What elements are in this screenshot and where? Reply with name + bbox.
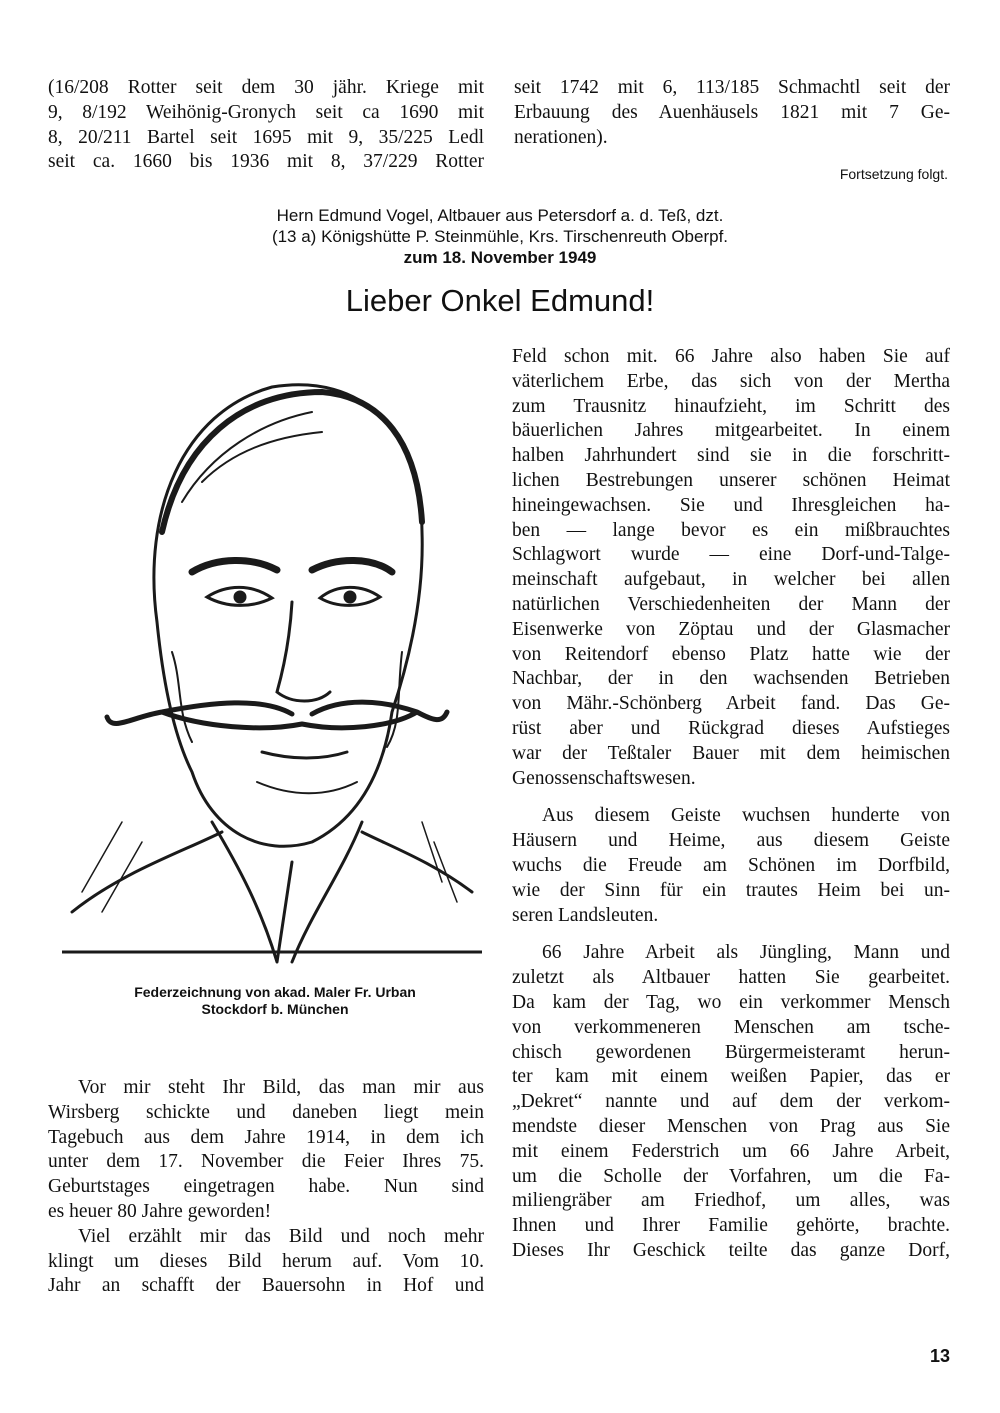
text-line: miliengräber am Friedhof, um alles, was (512, 1190, 950, 1212)
text-line: rüst aber und Rückgrad dieses Aufstieges (512, 717, 950, 739)
paragraph (48, 1225, 484, 1299)
text-line: 8, 20/211 Bartel seit 1695 mit 9, 35/225 Ledl (48, 126, 484, 148)
text-line: es heuer 80 Jahre geworden! (48, 1200, 272, 1222)
text-line: Ihnen und Ihrer Familie gehörte, brachte. (512, 1215, 950, 1237)
portrait-hair (162, 392, 422, 532)
paragraph (512, 941, 950, 1263)
portrait-nose (277, 602, 330, 701)
text-line: klingt um dieses Bild herum auf. Vom 10. (48, 1250, 484, 1272)
portrait-mouth (262, 752, 347, 758)
text-line: hineingewachsen. Sie und Ihresgleichen ha- (512, 494, 950, 516)
text-line: Feld schon mit. 66 Jahre also haben Sie auf (512, 346, 950, 367)
paragraph (48, 1076, 484, 1225)
text-line: Häusern und Heime, aus diesem Geiste (512, 830, 950, 852)
text-line: bäuerlichen Jahres mitgearbeitet. In einem (512, 420, 950, 442)
text-line: wie der Sinn für ein trautes Heim bei un- (512, 879, 950, 901)
paragraph (512, 804, 950, 928)
text-line: Viel erzählt mir das Bild und noch mehr (78, 1225, 484, 1247)
text-line: war der Teßtaler Bauer mit dem heimischen (512, 742, 950, 764)
text-line: seren Landsleuten. (512, 904, 659, 926)
text-line: von Reitendorf ebenso Platz hatte wie der (512, 643, 950, 665)
text-line: (16/208 Rotter seit dem 30 jähr. Kriege mit (48, 77, 484, 98)
text-line: Genossenschaftswesen. (512, 767, 696, 789)
text-line: natürlichen Verschiedenheiten der Mann der (512, 593, 950, 615)
text-line: unter dem 17. November die Feier Ihres 75. (48, 1151, 484, 1173)
caption-line-2: Stockdorf b. München (201, 1001, 349, 1017)
text-line: Vor mir steht Ihr Bild, das man mir aus (78, 1077, 484, 1098)
top-right-column (514, 76, 950, 150)
text-line: seit 1742 mit 6, 113/185 Schmachtl seit der (514, 77, 950, 98)
paragraph (512, 345, 950, 791)
portrait-drawing (62, 352, 482, 972)
text-line: von Mähr.-Schönberg Arbeit fand. Das Ge- (512, 693, 950, 715)
text-line: Schlagwort wurde — eine Dorf-und-Talge- (512, 544, 950, 566)
text-line: „Dekret“ nannte und auf dem der verkom- (512, 1091, 950, 1113)
text-line: Aus diesem Geiste wuchsen hunderte von (542, 805, 950, 827)
text-line: seit ca. 1660 bis 1936 mit 8, 37/229 Rotter (48, 151, 484, 173)
text-line: wuchs die Freude am Schönen im Dorfbild, (512, 854, 950, 876)
text-line: Wirsberg schickte und daneben liegt mein (48, 1101, 484, 1123)
text-line: väterlichem Erbe, das sich von der Mertha (512, 370, 950, 392)
page-number: 13 (929, 1346, 950, 1366)
text-line: Jahr an schafft der Bauersohn in Hof und (48, 1275, 484, 1297)
text-line: meinschaft aufgebaut, in welcher bei allen (512, 569, 950, 591)
text-line: halben Jahrhundert sind sie in die forschritt- (512, 445, 950, 467)
address-line-1: Hern Edmund Vogel, Altbauer aus Petersdorf a. d. Teß, dzt. (276, 206, 724, 225)
text-line: Geburtstages eingetragen habe. Nun sind (48, 1176, 484, 1198)
text-line: 66 Jahre Arbeit als Jüngling, Mann und (542, 942, 950, 964)
portrait-brow-right (312, 560, 392, 572)
text-line: ben — lange bevor es ein mißbrauchtes (512, 519, 950, 541)
text-line: Tagebuch aus dem Jahre 1914, in dem ich (48, 1126, 484, 1148)
text-line: 9, 8/192 Weihönig-Gronych seit ca 1690 mit (48, 101, 484, 123)
text-line: ter kam mit einem weißen Papier, das er (512, 1066, 950, 1088)
right-main-column (512, 345, 950, 1264)
text-line: Erbauung des Auenhäusels 1821 mit 7 Ge- (514, 101, 950, 123)
text-line: lichen Bestrebungen unserer schönen Heimat (512, 469, 950, 491)
text-line: zum Trausnitz hinaufzieht, im Schritt des (512, 395, 950, 417)
address-date: zum 18. November 1949 (403, 248, 597, 267)
text-line: zuletzt als Altbauer hatten Sie gearbeitet. (512, 967, 950, 989)
caption-line-1: Federzeichnung von akad. Maler Fr. Urban (134, 984, 416, 1000)
address-block (0, 205, 1000, 268)
bottom-left-column (48, 1076, 484, 1299)
text-line: Dieses Ihr Geschick teilte das ganze Dorf, (512, 1239, 950, 1261)
text-line: Eisenwerke von Zöptau und der Glasmacher (512, 618, 950, 640)
continued-note: Fortsetzung folgt. (839, 166, 948, 182)
text-line: um die Scholle der Vorfahren, um die Fa- (512, 1165, 950, 1187)
salutation-heading: Lieber Onkel Edmund! (345, 283, 655, 318)
text-line: nerationen). (514, 126, 608, 148)
address-line-2: (13 a) Königshütte P. Steinmühle, Krs. Tirschenreuth Oberpf. (271, 227, 729, 246)
text-line: Nachbar, der in den wachsenden Betrieben (512, 668, 950, 690)
text-line: Da kam der Tag, wo ein verkommer Mensch (512, 991, 950, 1013)
text-line: chisch gewordenen Bürgermeisteramt herun- (512, 1041, 950, 1063)
text-line: mit einem Federstrich um 66 Jahre Arbeit, (512, 1140, 950, 1162)
top-left-column (48, 76, 484, 175)
portrait-collar (212, 822, 362, 962)
text-line: mendste dieser Menschen von Prag aus Sie (512, 1115, 950, 1137)
portrait-caption (60, 984, 490, 1018)
portrait-brow-left (192, 560, 277, 572)
text-line: von verkommeneren Menschen am tsche- (512, 1016, 950, 1038)
portrait-jacket (62, 832, 482, 952)
